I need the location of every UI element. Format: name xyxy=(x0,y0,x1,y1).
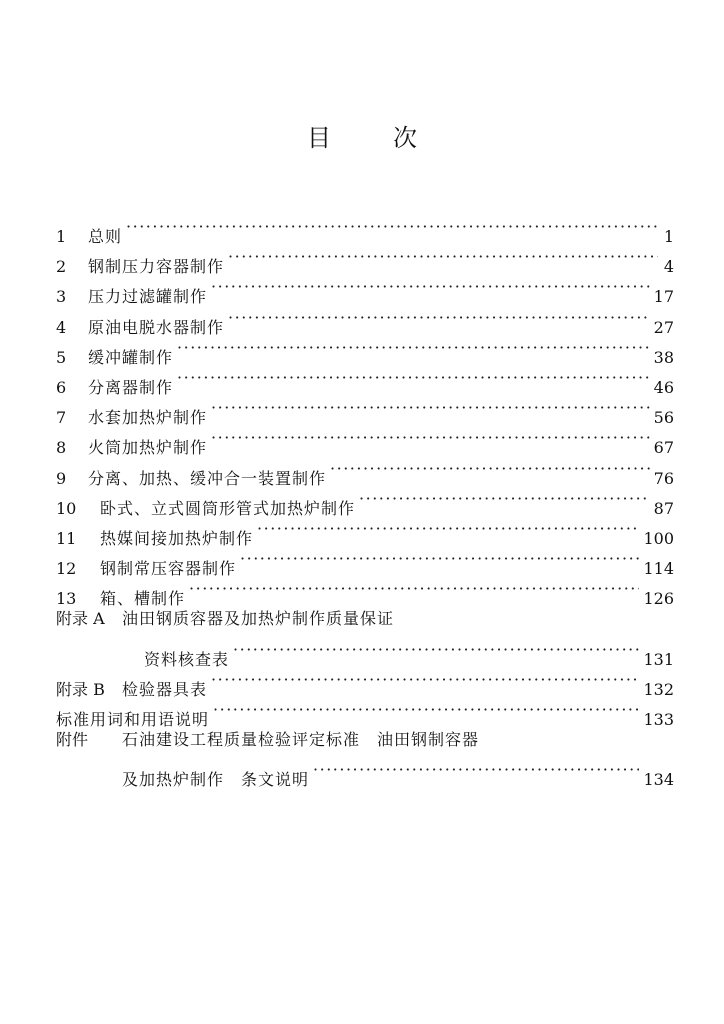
toc-entry-title: 分离器制作 xyxy=(88,377,174,397)
dot-leader xyxy=(177,333,650,363)
toc-entry-page: 46 xyxy=(653,377,674,397)
dot-leader xyxy=(228,242,658,272)
dot-leader xyxy=(211,272,650,302)
toc-entry-title: 热媒间接加热炉制作 xyxy=(100,528,254,548)
toc-entry-title: 箱、槽制作 xyxy=(100,589,186,609)
toc-entry-1[interactable] xyxy=(56,212,674,246)
terms-page: 133 xyxy=(643,710,674,729)
dot-leader xyxy=(126,212,658,242)
toc-entry-number: 12 xyxy=(56,559,77,579)
dot-leader xyxy=(313,755,639,785)
toc-entry-title: 原油电脱水器制作 xyxy=(88,317,225,337)
toc-entry-title: 缓冲罐制作 xyxy=(88,347,174,367)
table-of-contents xyxy=(56,212,674,790)
appendix-a-label: 附录 A xyxy=(56,609,105,629)
toc-attachment[interactable] xyxy=(56,725,674,755)
toc-entry-2[interactable] xyxy=(56,242,674,277)
attachment-title-line2: 及加热炉制作 条文说明 xyxy=(122,770,310,790)
toc-entry-number: 7 xyxy=(56,408,67,428)
toc-entry-number: 10 xyxy=(56,498,77,518)
dot-leader xyxy=(330,454,650,484)
toc-entry-page: 56 xyxy=(653,408,674,428)
toc-entry-title: 钢制常压容器制作 xyxy=(100,559,237,579)
toc-entry-number: 3 xyxy=(56,287,67,307)
toc-entry-number: 2 xyxy=(56,257,67,277)
toc-entry-page: 17 xyxy=(653,287,674,307)
dot-leader xyxy=(257,514,639,544)
title-char-right: 次 xyxy=(393,124,417,152)
dot-leader xyxy=(211,423,650,453)
toc-entry-title: 压力过滤罐制作 xyxy=(88,287,208,307)
toc-entry-title: 总则 xyxy=(88,227,123,246)
attachment-page: 134 xyxy=(643,770,674,790)
toc-entry-number: 13 xyxy=(56,589,77,609)
toc-entry-number: 9 xyxy=(56,468,67,488)
dot-leader xyxy=(213,695,639,725)
title-char-left: 目 xyxy=(307,124,331,152)
toc-entry-page: 67 xyxy=(653,438,674,458)
dot-leader xyxy=(228,303,650,333)
toc-entry-page: 126 xyxy=(643,589,674,609)
dot-leader xyxy=(359,484,650,514)
toc-entry-page: 100 xyxy=(643,528,674,548)
appendix-b-page: 132 xyxy=(643,679,674,699)
toc-entry-page: 4 xyxy=(663,257,674,277)
appendix-a-title-line2: 资料核查表 xyxy=(144,649,230,669)
toc-entry-page: 27 xyxy=(653,317,674,337)
appendix-a-title-line1: 油田钢质容器及加热炉制作质量保证 xyxy=(122,609,395,629)
terms-title: 标准用词和用语说明 xyxy=(56,710,210,729)
toc-entry-title: 卧式、立式圆筒形管式加热炉制作 xyxy=(100,498,356,518)
dot-leader xyxy=(211,393,650,423)
toc-entry-number: 8 xyxy=(56,438,67,458)
toc-entry-title: 分离、加热、缓冲合一装置制作 xyxy=(88,468,327,488)
attachment-title-line1: 石油建设工程质量检验评定标准 油田钢制容器 xyxy=(122,730,480,750)
attachment-label: 附件 xyxy=(56,730,89,750)
toc-entry-title: 钢制压力容器制作 xyxy=(88,257,225,277)
dot-leader xyxy=(211,665,639,695)
toc-entry-page: 38 xyxy=(653,347,674,367)
dot-leader xyxy=(233,635,639,665)
dot-leader xyxy=(240,544,639,574)
toc-entry-number: 5 xyxy=(56,347,67,367)
toc-appendix-a[interactable] xyxy=(56,604,674,634)
toc-entry-title: 水套加热炉制作 xyxy=(88,408,208,428)
dot-leader xyxy=(189,574,639,604)
toc-entry-title: 火筒加热炉制作 xyxy=(88,438,208,458)
toc-appendix-a-cont[interactable] xyxy=(56,635,674,669)
toc-entry-page: 87 xyxy=(653,498,674,518)
appendix-a-page: 131 xyxy=(643,649,674,669)
appendix-b-label: 附录 B xyxy=(56,679,105,699)
toc-entry-number: 1 xyxy=(56,227,67,246)
toc-entry-number: 11 xyxy=(56,528,77,548)
toc-entry-number: 6 xyxy=(56,377,67,397)
toc-entry-page: 1 xyxy=(663,227,674,246)
appendix-b-title: 检验器具表 xyxy=(122,679,208,699)
dot-leader xyxy=(177,363,650,393)
toc-entry-number: 4 xyxy=(56,317,67,337)
toc-entry-page: 76 xyxy=(653,468,674,488)
page-title xyxy=(0,118,724,153)
toc-attachment-cont[interactable] xyxy=(56,755,674,790)
toc-entry-page: 114 xyxy=(643,559,674,579)
